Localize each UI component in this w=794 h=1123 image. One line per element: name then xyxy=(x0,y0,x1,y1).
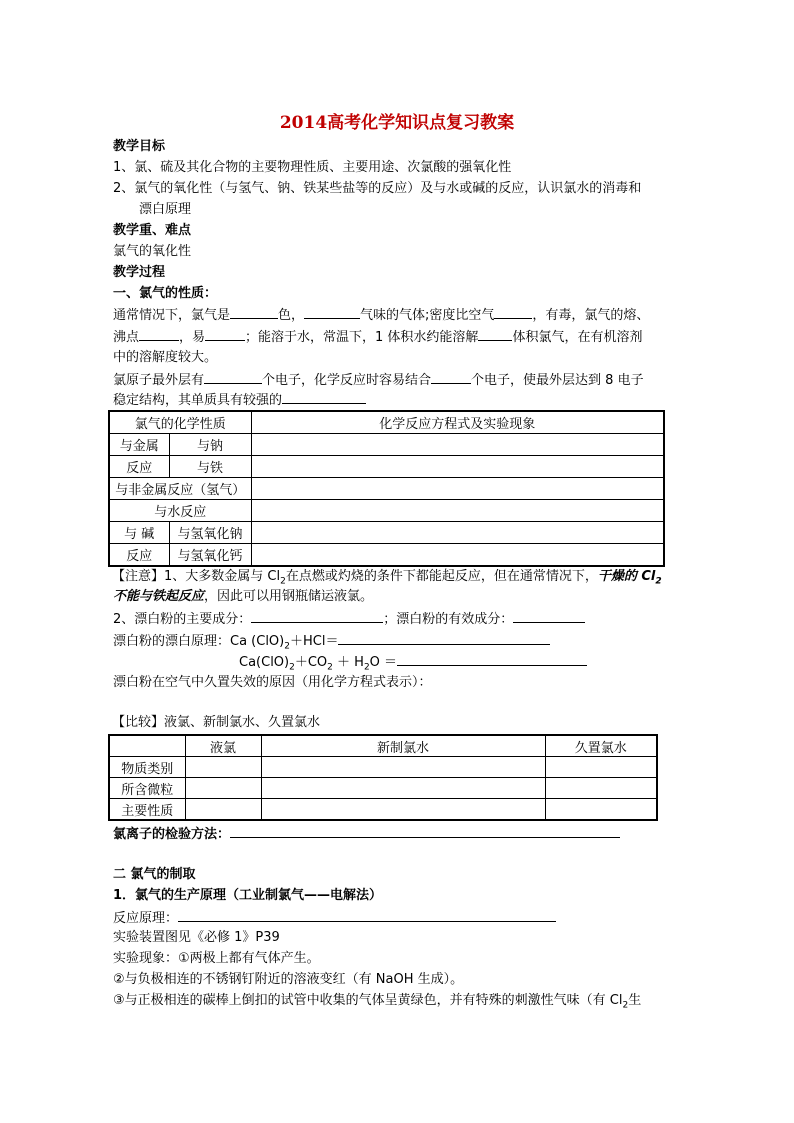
row-group-metal: 与金属 xyxy=(109,434,169,456)
row-label: 与水反应 xyxy=(109,500,251,522)
section-2-heading: 二 氯气的制取 xyxy=(113,867,196,882)
bleach-components: 2、漂白粉的主要成分： ；漂白粉的有效成分： xyxy=(113,609,585,629)
page-title: 2014高考化学知识点复习教案 xyxy=(279,113,515,133)
column-header: 液氯 xyxy=(185,735,261,757)
answer-cell xyxy=(251,456,664,478)
answer-cell xyxy=(185,778,261,799)
row-label: 与氢氧化钙 xyxy=(169,544,251,567)
property-line-2: 沸点 ，易 ；能溶于水，常温下，1 体积水约能溶解 体积氯气，在有机溶剂 xyxy=(113,327,642,347)
process-heading: 教学过程 xyxy=(113,265,166,280)
blank xyxy=(397,652,587,666)
row-label: 所含微粒 xyxy=(109,778,185,799)
blank xyxy=(139,327,179,341)
goal-item-2: 2、氯气的氧化性（与氢气、钠、铁某些盐等的反应）及与水或碱的反应，认识氯水的消毒和 xyxy=(113,181,642,196)
answer-cell xyxy=(261,778,545,799)
blank xyxy=(282,390,366,404)
section-2-sub-1: 1．氯气的生产原理（工业制氯气——电解法） xyxy=(113,888,383,903)
answer-cell xyxy=(261,799,545,821)
bleach-principle-1: 漂白粉的漂白原理：Ca $(ClO)_2+HCl=$ xyxy=(113,631,550,651)
key-text: 氯气的氧化性 xyxy=(113,244,192,259)
blank xyxy=(478,327,512,341)
blank xyxy=(178,908,556,922)
chloride-test: 氯离子的检验方法： xyxy=(113,824,620,844)
row-label: 与铁 xyxy=(169,456,251,478)
note-line-1: 【注意】1、大多数金属与 $Cl_2$在点燃或灼烧的条件下都能起反应，但在通常情况下，干燥的 $Cl_2$ xyxy=(112,569,662,587)
answer-cell xyxy=(545,778,657,799)
blank xyxy=(251,609,383,623)
blank xyxy=(431,370,471,384)
blank xyxy=(205,327,245,341)
blank xyxy=(230,824,620,838)
key-heading: 教学重、难点 xyxy=(113,223,192,238)
reaction-principle: 反应原理： xyxy=(113,908,556,928)
row-label: 主要性质 xyxy=(109,799,185,821)
answer-cell xyxy=(251,500,664,522)
table-header: 化学反应方程式及实验现象 xyxy=(251,411,664,434)
blank xyxy=(513,609,585,623)
row-group-base: 与 碱 xyxy=(109,522,169,544)
phenomenon-1: 实验现象：①两极上都有气体产生。 xyxy=(113,951,320,966)
bleach-failure: 漂白粉在空气中久置失效的原因（用化学方程式表示）： xyxy=(113,675,432,690)
blank xyxy=(204,370,262,384)
row-label: 与非金属反应（氢气） xyxy=(109,478,251,500)
device-reference: 实验装置图见《必修 1》P39 xyxy=(113,930,280,945)
column-header: 新制氯水 xyxy=(261,735,545,757)
blank xyxy=(230,305,278,319)
table-header: 氯气的化学性质 xyxy=(109,411,251,434)
comparison-table xyxy=(108,734,658,821)
bleach-principle-2: $Ca(ClO)_2+CO_2 + H_2O$ ＝ xyxy=(239,652,587,672)
blank xyxy=(494,305,532,319)
property-line-1: 通常情况下，氯气是 色， 气味的气体;密度比空气 ，有毒，氯气的熔、 xyxy=(113,305,649,325)
goal-item-2-cont: 漂白原理 xyxy=(139,202,192,217)
row-group-base-cont: 反应 xyxy=(109,544,169,567)
row-group-metal-cont: 反应 xyxy=(109,456,169,478)
property-line-5: 稳定结构，其单质具有较强的 xyxy=(113,390,366,410)
answer-cell xyxy=(251,478,664,500)
row-label: 物质类别 xyxy=(109,757,185,778)
section-1-heading: 一、氯气的性质： xyxy=(113,286,218,301)
answer-cell xyxy=(545,757,657,778)
goals-heading: 教学目标 xyxy=(113,139,166,154)
compare-heading: 【比较】液氯、新制氯水、久置氯水 xyxy=(112,715,321,730)
row-label: 与钠 xyxy=(169,434,251,456)
blank xyxy=(338,631,550,645)
property-line-3: 中的溶解度较大。 xyxy=(113,350,218,365)
goal-item-1: 1、氯、硫及其化合物的主要物理性质、主要用途、次氯酸的强氧化性 xyxy=(113,160,512,175)
note-line-2: 不能与铁起反应，因此可以用钢瓶储运液氯。 xyxy=(113,589,374,604)
property-line-4: 氯原子最外层有 个电子，化学反应时容易结合 个电子，使最外层达到 8 电子 xyxy=(113,370,644,390)
phenomenon-3: ③与正极相连的碳棒上倒扣的试管中收集的气体呈黄绿色，并有特殊的刺激性气味（有 $Cl_2$生 xyxy=(113,993,642,1011)
answer-cell xyxy=(185,757,261,778)
answer-cell xyxy=(261,757,545,778)
column-header: 久置氯水 xyxy=(545,735,657,757)
phenomenon-2: ②与负极相连的不锈钢钉附近的溶液变红（有 NaOH 生成）。 xyxy=(113,972,464,987)
answer-cell xyxy=(251,522,664,544)
blank xyxy=(304,305,360,319)
answer-cell xyxy=(545,799,657,821)
answer-cell xyxy=(251,544,664,567)
answer-cell xyxy=(185,799,261,821)
table-corner xyxy=(109,735,185,757)
row-label: 与氢氧化钠 xyxy=(169,522,251,544)
chemical-property-table xyxy=(108,410,665,567)
answer-cell xyxy=(251,434,664,456)
